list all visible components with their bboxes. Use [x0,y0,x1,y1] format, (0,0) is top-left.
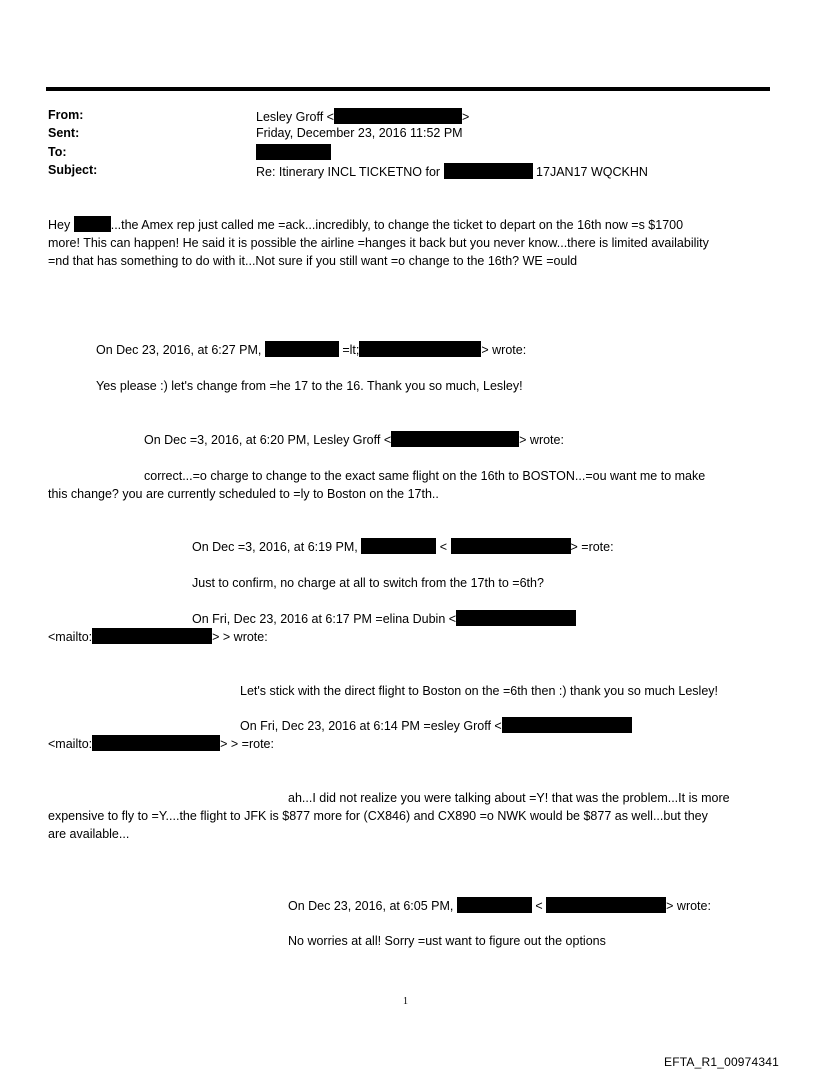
redaction-box [74,216,111,232]
body-text: ...the Amex rep just called me =ack...incredibly, to change the ticket to depart on the 16th now =s $1700 [110,218,684,232]
redaction-box [457,897,532,913]
quote-date: On Dec 23, 2016, at 6:27 PM, [96,343,262,357]
quote-wrote: > > =rote: [220,737,274,751]
redaction-box [391,431,519,447]
quote-date: On Dec =3, 2016, at 6:20 PM, Lesley Groff < [144,433,392,447]
quote-header [240,717,632,735]
from-label: From: [48,108,84,122]
quote-text: ah...I did not realize you were talking about =Y! that was the problem...It is more [288,791,730,805]
sent-value: Friday, December 23, 2016 11:52 PM [256,126,463,140]
body-line: =nd that has something to do with it...Not sure if you still want =o change to the 16th? WE =ould [48,254,578,268]
quote-wrote: > wrote: [481,343,527,357]
to-label: To: [48,145,67,159]
quote-date: On Dec =3, 2016, at 6:19 PM, [192,540,358,554]
redaction-box [359,341,481,357]
from-name: Lesley Groff < [256,110,334,124]
quote-header [144,431,564,449]
redaction-box [256,144,331,160]
quote-text: are available... [48,827,130,841]
quote-wrote: > =rote: [570,540,614,554]
redaction-box [451,538,571,554]
to-value [256,144,331,160]
from-value [256,108,469,124]
subject-post: 17JAN17 WQCKHN [536,165,648,179]
body-line: more! This can happen! He said it is possible the airline =hanges it back but you never know...there is limited availability [48,236,709,250]
quote-text: this change? you are currently scheduled to =ly to Boston on the 17th.. [48,487,439,501]
redaction-box [92,628,212,644]
quote-header [192,538,614,556]
redaction-box [502,717,632,733]
header-rule [46,87,770,91]
quote-text: expensive to fly to =Y....the flight to JFK is $877 more for (CX846) and CX890 =o NWK would be $877 as well...but they [48,809,708,823]
quote-header [96,341,526,359]
redaction-box [546,897,666,913]
quote-mailto [48,735,274,753]
quote-wrote: > wrote: [666,899,711,913]
quote-wrote: > > wrote: [212,630,268,644]
page-number: 1 [403,996,408,1007]
quote-text: correct...=o charge to change to the exact same flight on the 16th to BOSTON...=ou want me to make [144,469,706,483]
quote-text: Just to confirm, no charge at all to switch from the 17th to =6th? [192,576,544,590]
subject-value [256,163,648,179]
sent-label: Sent: [48,126,80,140]
quote-wrote: > wrote: [519,433,564,447]
document-id: EFTA_R1_00974341 [664,1055,780,1069]
quote-text: Let's stick with the direct flight to Boston on the =6th then :) thank you so much Lesley! [240,684,718,698]
redaction-box [92,735,220,751]
body-line [48,216,683,234]
quote-sep: < [535,899,543,913]
redaction-box [456,610,576,626]
from-close: > [461,110,470,124]
quote-date: On Dec 23, 2016, at 6:05 PM, [288,899,454,913]
greeting: Hey [48,218,71,232]
redaction-box [361,538,436,554]
redaction-box [444,163,533,179]
mailto-label: <mailto: [48,737,93,751]
mailto-label: <mailto: [48,630,93,644]
quote-text: Yes please :) let's change from =he 17 to the 16. Thank you so much, Lesley! [96,379,523,393]
subject-pre: Re: Itinerary INCL TICKETNO for [256,165,441,179]
quote-text: No worries at all! Sorry =ust want to figure out the options [288,934,606,948]
redaction-box [334,108,462,124]
quote-date: On Fri, Dec 23, 2016 at 6:14 PM =esley Groff < [240,719,502,733]
redaction-box [265,341,339,357]
quote-date: On Fri, Dec 23, 2016 at 6:17 PM =elina Dubin < [192,612,457,626]
subject-label: Subject: [48,163,98,177]
quote-mailto [48,628,268,646]
quote-sep: =lt; [342,343,360,357]
quote-header [288,897,711,915]
quote-sep: < [439,540,448,554]
quote-header [192,610,576,628]
